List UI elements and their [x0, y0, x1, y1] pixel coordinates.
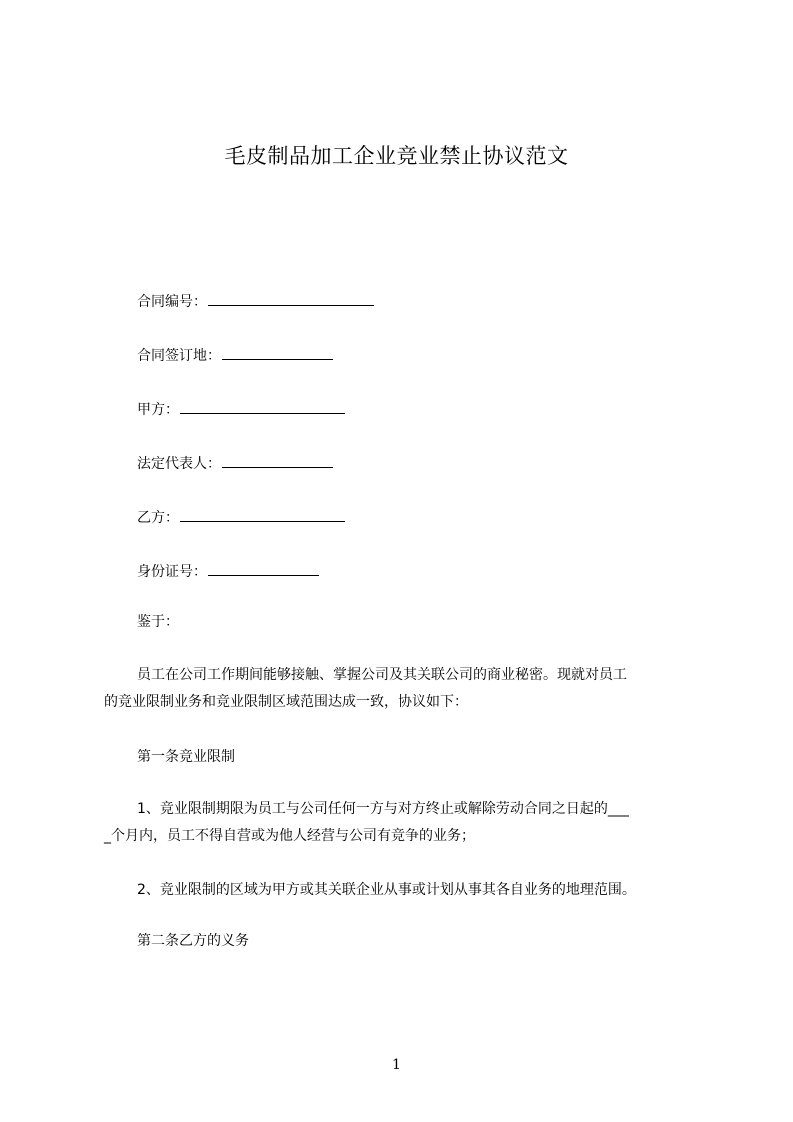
id-number-label: 身份证号： — [137, 564, 207, 580]
article-2-heading: 第二条乙方的义务 — [137, 933, 249, 949]
article-1-heading: 第一条竞业限制 — [137, 749, 235, 765]
legal-representative-blank[interactable] — [222, 453, 333, 468]
clause-1-line-2: _个月内，员工不得自营或为他人经营与公司有竞争的业务； — [104, 828, 475, 844]
party-a-blank[interactable] — [180, 399, 345, 414]
party-b-field — [137, 507, 345, 528]
article-1-clause-1 — [104, 796, 704, 850]
sign-place-field — [137, 345, 333, 366]
legal-representative-label: 法定代表人： — [137, 456, 221, 472]
intro-line-1: 员工在公司工作期间能够接触、掌握公司及其关联公司的商业秘密。现就对员工 — [137, 667, 627, 683]
contract-number-label: 合同编号： — [137, 294, 207, 310]
legal-representative-field — [137, 453, 333, 474]
intro-line-2: 的竞业限制业务和竞业限制区域范围达成一致，协议如下： — [104, 694, 468, 710]
party-b-label: 乙方： — [137, 510, 179, 526]
document-title: 毛皮制品加工企业竞业禁止协议范文 — [224, 144, 569, 168]
clause-2-line: 2、竞业限制的区域为甲方或其关联企业从事或计划从事其各自业务的地理范围。 — [137, 882, 636, 898]
sign-place-blank[interactable] — [222, 345, 333, 360]
clause-1-line-1: 1、竞业限制期限为员工与公司任何一方与对方终止或解除劳动合同之日起的___ — [137, 801, 629, 817]
page-number: 1 — [392, 1057, 401, 1073]
whereas-label: 鉴于： — [137, 614, 179, 630]
party-b-blank[interactable] — [180, 507, 345, 522]
intro-paragraph — [104, 662, 704, 716]
sign-place-label: 合同签订地： — [137, 348, 221, 364]
party-a-field — [137, 399, 345, 420]
article-1-clause-2 — [104, 877, 704, 904]
contract-number-blank[interactable] — [208, 291, 374, 306]
party-a-label: 甲方： — [137, 402, 179, 418]
contract-number-field — [137, 291, 374, 312]
id-number-blank[interactable] — [208, 561, 319, 576]
id-number-field — [137, 561, 319, 582]
